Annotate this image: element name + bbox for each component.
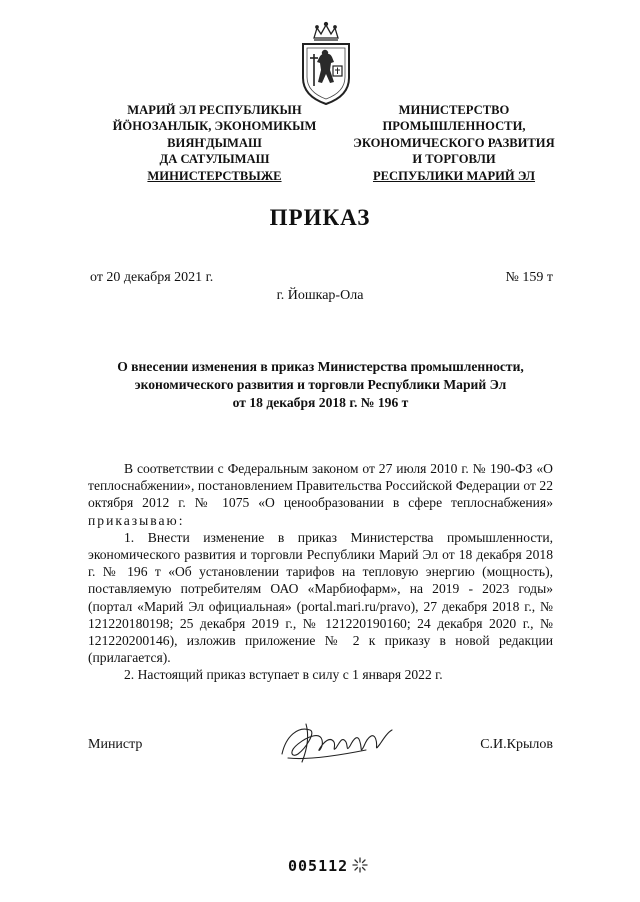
handwritten-signature bbox=[276, 718, 396, 766]
body-intro-paragraph bbox=[88, 460, 553, 529]
ministry-name-russian bbox=[338, 102, 570, 184]
header-right-line: ЭКОНОМИЧЕСКОГО РАЗВИТИЯ bbox=[353, 135, 555, 150]
subject-line: О внесении изменения в приказ Министерства промышленности, bbox=[117, 359, 524, 374]
order-word: приказываю: bbox=[88, 512, 185, 528]
header-right-line: И ТОРГОВЛИ bbox=[412, 152, 496, 167]
header-left-line: ВИЯҤДЫМАШ bbox=[167, 135, 262, 150]
body-intro-text: В соответствии с Федеральным законом от 27 июля 2010 г. № 190-ФЗ «О теплоснабжении», постановлением Правительства Российской Федерации от 22 октября 2012 г. № 1075 «О ценообразовании в сфере теплоснабжения» bbox=[88, 461, 553, 511]
signer-name: С.И.Крылов bbox=[480, 737, 553, 752]
header-right-line: РЕСПУБЛИКИ МАРИЙ ЭЛ bbox=[372, 168, 536, 183]
header-left-line: МАРИЙ ЭЛ РЕСПУБЛИКЫН bbox=[127, 103, 302, 117]
body-item-2: 2. Настоящий приказ вступает в силу с 1 января 2022 г. bbox=[124, 667, 443, 683]
serial-number: 005112 bbox=[288, 857, 349, 875]
header-right-line: МИНИСТЕРСТВО bbox=[398, 103, 510, 117]
asterisk-stamp-icon bbox=[352, 857, 368, 873]
document-date: от 20 декабря 2021 г. bbox=[90, 270, 214, 285]
header-left-line: МИНИСТЕРСТВЫЖЕ bbox=[147, 168, 282, 183]
subject-line: от 18 декабря 2018 г. № 196 т bbox=[232, 395, 409, 410]
body-item-1: 1. Внести изменение в приказ Министерства промышленности, экономического развития и торговли Республики Марий Эл от 18 декабря 2018 г. № 196 т «Об установлении тарифов на тепловую энергию (мощность), поставляемую потребителям ОАО «Марбиофарм», на 2019 - 2023 годы» (портал «Марий Эл официальная» (portal.mari.ru/pravo), 27 декабря 2018 г., № 121220180198; 25 декабря 2019 г., № 121220190160; 24 декабря 2020 г., № 121220200146), изложив приложение № 2 к приказу в новой редакции (прилагается). bbox=[88, 529, 553, 666]
header-left-line: ЙӦНОЗАНЛЫК, ЭКОНОМИКЫМ bbox=[112, 119, 317, 134]
document-body bbox=[88, 460, 553, 684]
document-title: ПРИКАЗ bbox=[269, 205, 371, 230]
document-city: г. Йошкар-Ола bbox=[276, 288, 364, 303]
header-right-line: ПРОМЫШЛЕННОСТИ, bbox=[382, 119, 526, 134]
header-left-line: ДА САТУЛЫМАШ bbox=[159, 152, 270, 167]
coat-of-arms-icon bbox=[297, 20, 355, 106]
subject-line: экономического развития и торговли Республики Марий Эл bbox=[134, 377, 507, 392]
signer-position: Министр bbox=[88, 737, 143, 752]
document-number: № 159 т bbox=[505, 270, 553, 285]
ministry-name-mari bbox=[92, 102, 337, 184]
document-subject bbox=[88, 358, 553, 412]
